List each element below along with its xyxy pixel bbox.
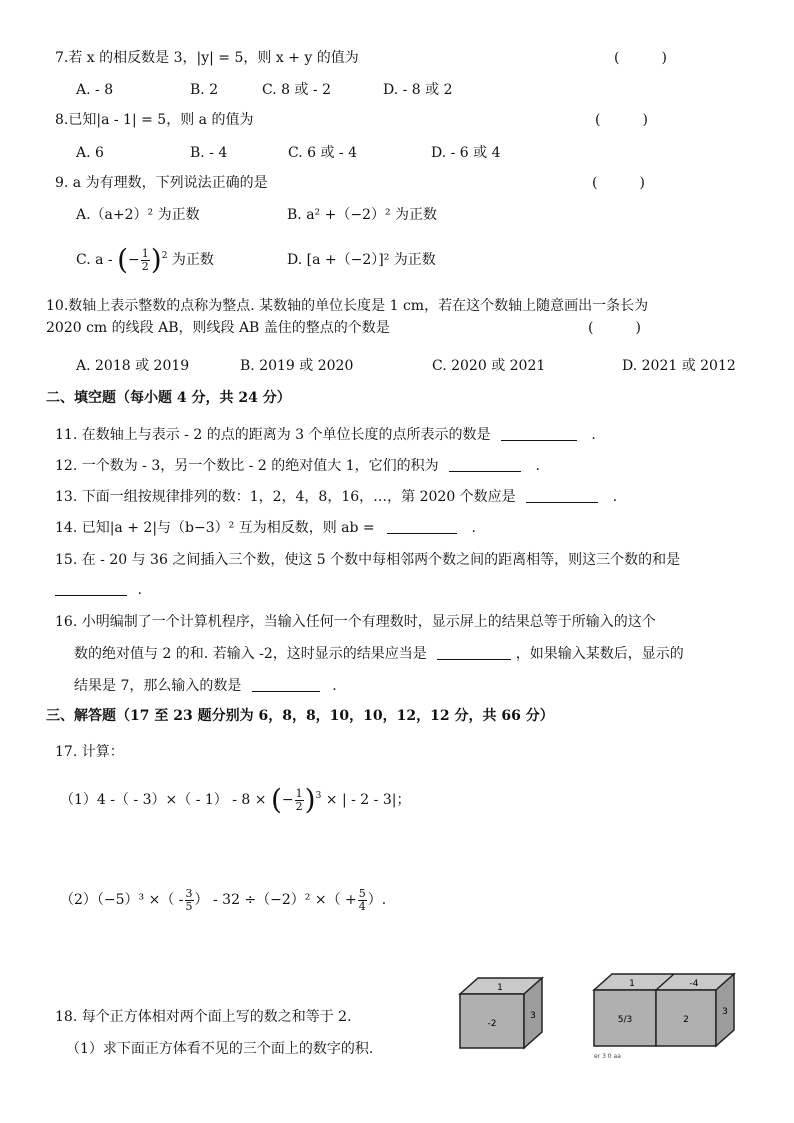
- question-8-stem: 8.已知|a - 1| = 5，则 a 的值为: [55, 112, 254, 128]
- option-d: D. - 6 或 4: [431, 145, 501, 161]
- cube2-front-right-label: 2: [683, 1015, 689, 1025]
- cube-figure-1: [456, 976, 546, 1052]
- answer-blank[interactable]: [387, 519, 457, 534]
- answer-blank[interactable]: [55, 581, 127, 596]
- question-17-part-1: [60, 778, 410, 822]
- cube-figure-2: [590, 972, 740, 1060]
- option-d: D. [a +（−2）]² 为正数: [287, 252, 436, 268]
- option-a: A. 6: [76, 145, 104, 161]
- exponent: 3: [315, 791, 322, 801]
- question-16-text-c: 结果是 7，那么输入的数是: [74, 678, 242, 694]
- option-c: C. 6 或 - 4: [288, 145, 358, 161]
- option-c: C. 8 或 - 2: [262, 82, 332, 98]
- option-b: B. a² +（−2）² 为正数: [287, 207, 438, 223]
- minus-sign: −: [128, 252, 140, 268]
- answer-blank[interactable]: [437, 645, 511, 660]
- cube2-caption: er 3 0 aa: [594, 1053, 621, 1060]
- question-16-line2: [74, 644, 684, 664]
- option-d: D. 2021 或 2012: [622, 358, 736, 374]
- option-a: A. 2018 或 2019: [76, 358, 190, 374]
- period: .: [591, 427, 596, 443]
- expression-part: ）.: [367, 892, 387, 908]
- answer-blank[interactable]: [449, 457, 521, 472]
- question-11: [55, 425, 596, 445]
- option-c-prefix: C. a -: [76, 252, 113, 268]
- period: .: [612, 489, 618, 505]
- fraction-five-fourths: $\frac{5}{4}$: [358, 886, 366, 913]
- option-a: A.（a+2）² 为正数: [76, 207, 200, 223]
- option-a: A. - 8: [76, 82, 114, 98]
- question-17-part-2: [60, 882, 386, 918]
- right-paren: ): [304, 783, 316, 816]
- option-c: C. 2020 或 2021: [432, 358, 546, 374]
- question-18: 18. 每个正方体相对两个面上写的数之和等于 2.: [55, 1009, 352, 1025]
- question-10-line1: 10.数轴上表示整数的点称为整点. 某数轴的单位长度是 1 cm，若在这个数轴上随意画出一条长为: [46, 298, 649, 314]
- cube2-right-label: 3: [722, 1007, 728, 1017]
- question-15-line2: [55, 580, 142, 600]
- fraction-one-half: $\frac{1}{2}$: [295, 786, 303, 813]
- answer-blank[interactable]: [526, 488, 598, 503]
- period: .: [471, 520, 476, 536]
- expression-part: （1）4 -（ - 3）×（ - 1） - 8 ×: [60, 792, 267, 808]
- question-12: [55, 456, 540, 476]
- exponent: 2: [161, 251, 168, 261]
- question-15-line1: 15. 在 - 20 与 36 之间插入三个数，使这 5 个数中每相邻两个数之间的距离相等，则这三个数的和是: [55, 552, 681, 568]
- cube2-top-right-label: -4: [689, 979, 699, 989]
- answer-blank[interactable]: [501, 426, 577, 441]
- answer-bracket: ( ): [588, 320, 641, 336]
- question-10-line2: 2020 cm 的线段 AB，则线段 AB 盖住的整点的个数是: [46, 320, 390, 336]
- question-17: 17. 计算：: [55, 744, 124, 760]
- option-b: B. 2019 或 2020: [240, 358, 354, 374]
- cube2-front-left-label: 5/3: [617, 1015, 633, 1025]
- question-16-text-a: 数的绝对值与 2 的和. 若输入 -2，这时显示的结果应当是: [74, 646, 427, 662]
- minus-sign: −: [281, 792, 294, 808]
- right-paren: ): [150, 243, 162, 276]
- left-paren: (: [117, 243, 129, 276]
- expression-part: （2）（−5）³ ×（ -: [60, 892, 184, 908]
- question-14-text: 14. 已知|a + 2|与（b−3）² 互为相反数，则 ab =: [55, 520, 375, 536]
- cube1-top-label: 1: [497, 983, 503, 993]
- left-paren: (: [270, 783, 282, 816]
- cube1-front-label: -2: [487, 1019, 497, 1029]
- option-b: B. - 4: [190, 145, 228, 161]
- cube2-top-left-label: 1: [629, 979, 635, 989]
- question-16-line3: [74, 676, 337, 696]
- question-9-stem: 9. a 为有理数，下列说法正确的是: [55, 175, 268, 191]
- section-3-heading: 三、解答题（17 至 23 题分别为 6，8，8，10，10，12，12 分，共 66 分）: [46, 708, 554, 724]
- question-7-stem: 7.若 x 的相反数是 3，|y| = 5，则 x + y 的值为: [55, 50, 359, 66]
- fraction-three-fifths: $\frac{3}{5}$: [185, 886, 193, 913]
- question-16-text-b: ，如果输入某数后，显示的: [515, 646, 684, 662]
- option-c-suffix: 为正数: [171, 252, 214, 268]
- cube1-right-label: 3: [530, 1011, 536, 1021]
- question-13-text: 13. 下面一组按规律排列的数：1，2，4，8，16，…，第 2020 个数应是: [55, 489, 516, 505]
- option-c: [76, 240, 214, 280]
- answer-blank[interactable]: [252, 677, 320, 692]
- period: .: [137, 582, 142, 598]
- section-2-heading: 二、填空题（每小题 4 分，共 24 分）: [46, 390, 291, 406]
- question-11-text: 11. 在数轴上与表示 - 2 的点的距离为 3 个单位长度的点所表示的数是: [55, 427, 491, 443]
- option-d: D. - 8 或 2: [383, 82, 453, 98]
- period: .: [535, 458, 540, 474]
- period: .: [332, 678, 337, 694]
- expression-part: ） - 32 ÷（−2）² ×（ +: [194, 892, 357, 908]
- option-b: B. 2: [190, 82, 219, 98]
- fraction-one-half: $\frac{1}{2}$: [141, 246, 149, 273]
- question-12-text: 12. 一个数为 - 3，另一个数比 - 2 的绝对值大 1，它们的积为: [55, 458, 439, 474]
- answer-bracket: ( ): [614, 50, 667, 66]
- question-16-line1: 16. 小明编制了一个计算机程序，当输入任何一个有理数时，显示屏上的结果总等于所输入的这个: [55, 614, 656, 630]
- answer-bracket: ( ): [592, 175, 645, 191]
- question-14: [55, 518, 476, 538]
- expression-part: × | - 2 - 3|；: [325, 792, 411, 808]
- question-18-part-1: （1）求下面正方体看不见的三个面上的数字的积.: [66, 1041, 374, 1057]
- answer-bracket: ( ): [595, 112, 648, 128]
- question-13: [55, 487, 617, 507]
